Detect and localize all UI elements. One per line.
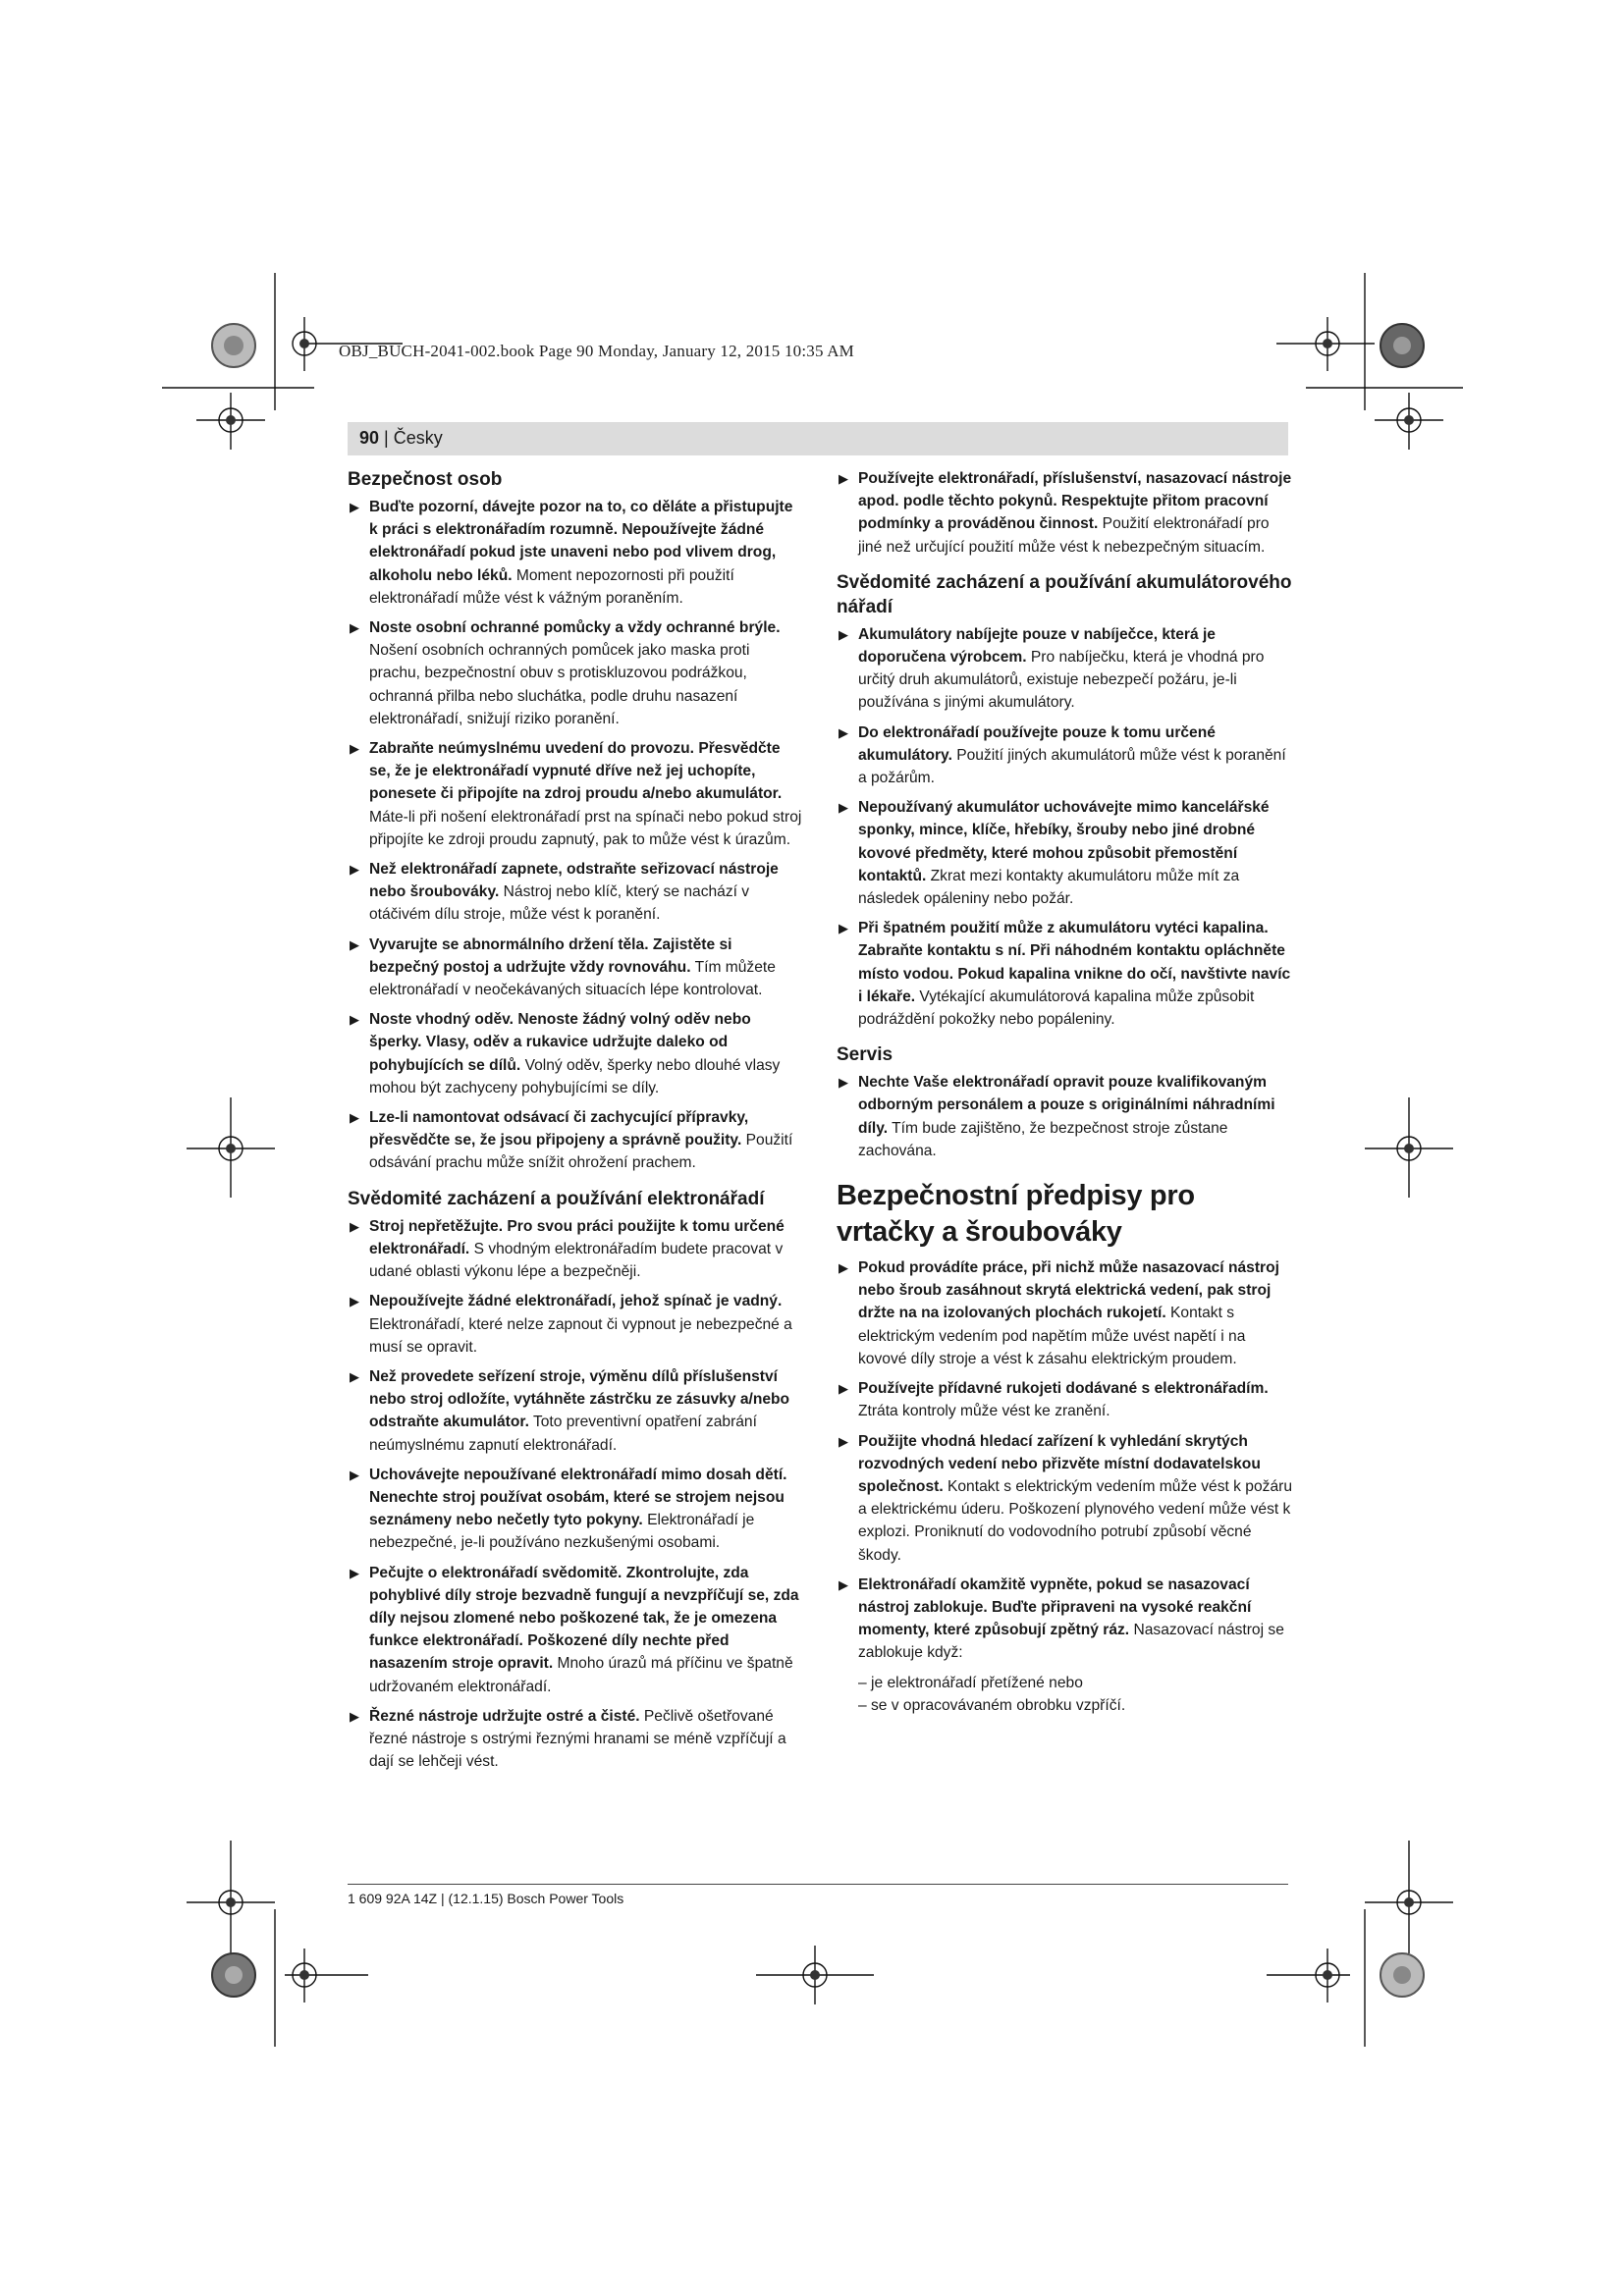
bullet-normal-text: Použití jiných akumulátorů může vést k poranění a požárům.	[858, 746, 1286, 787]
bullet-item	[837, 796, 1293, 910]
bullet-arrow-icon: ▶	[350, 1368, 359, 1384]
bullet-bold-text: Nepoužívejte žádné elektronářadí, jehož spínač je vadný.	[369, 1293, 783, 1310]
bullet-item	[837, 1256, 1293, 1370]
bullet-normal-text: Nošení osobních ochranných pomůcek jako maska proti prachu, bezpečnostní obuv s protiskluzovou podrážkou, ochranná přilba nebo sluchátka, podle druhu nasazení elektronářadí, snižují riziko poranění.	[369, 642, 750, 727]
bullet-item	[348, 616, 804, 730]
bullet-item	[837, 1574, 1293, 1665]
bullet-item	[837, 1071, 1293, 1162]
bullet-bold-text: Pokud provádíte práce, při nichž může nasazovací nástroj nebo šroub zasáhnout skrytá elektrická vedení, pak stroj držte na na izolovaných plochách rukojetí.	[858, 1259, 1279, 1322]
bullet-item	[348, 1464, 804, 1555]
bullet-arrow-icon: ▶	[839, 1075, 848, 1091]
bullet-arrow-icon: ▶	[350, 862, 359, 878]
bullet-bold-text: Než elektronářadí zapnete, odstraňte seřizovací nástroje nebo šroubováky.	[369, 861, 779, 901]
bullet-item	[348, 1008, 804, 1099]
bullet-bold-text: Při špatném použití může z akumulátoru vytéci kapalina. Zabraňte kontaktu s ní. Při náhodném kontaktu opláchněte místo vodou. Pokud kapalina vnikne do očí, navštivte navíc i lékaře.	[858, 920, 1291, 1005]
dash-item: – je elektronářadí přetížené nebo	[858, 1674, 1083, 1691]
section-heading: Servis	[837, 1044, 893, 1066]
page-number: 90	[359, 428, 380, 448]
bullet-bold-text: Řezné nástroje udržujte ostré a čisté.	[369, 1707, 640, 1725]
bullet-bold-text: Než provedete seřízení stroje, výměnu dílů příslušenství nebo stroj odložíte, vytáhněte zástrčku ze zásuvky a/nebo odstraňte akumulátor.	[369, 1367, 790, 1431]
bullet-arrow-icon: ▶	[350, 500, 359, 514]
bullet-bold-text: Zabraňte neúmyslnému uvedení do provozu. Přesvědčte se, že je elektronářadí vypnuté dříve než jej uchopíte, ponesete či připojíte na zdroj proudu a/nebo akumulátor.	[369, 740, 783, 803]
section-title: Bezpečnostní předpisy pro vrtačky a šroubováky	[837, 1180, 1195, 1249]
bullet-item	[837, 721, 1293, 790]
bullet-arrow-icon: ▶	[839, 1433, 848, 1449]
bullet-bold-text: Lze-li namontovat odsávací či zachycující přípravky, přesvědčte se, že jsou připojeny a správně použity.	[369, 1109, 749, 1149]
bullet-bold-text: Noste vhodný oděv. Nenoste žádný volný oděv nebo šperky. Vlasy, oděv a rukavice udržujte daleko od pohybujících se dílů.	[369, 1011, 751, 1074]
bullet-normal-text: Máte-li při nošení elektronářadí prst na spínači nebo pokud stroj připojíte ke zdroji proudu zapnutý, pak to může vést k úrazům.	[369, 808, 802, 848]
print-info-line: OBJ_BUCH-2041-002.book Page 90 Monday, January 12, 2015 10:35 AM	[339, 342, 854, 360]
header-text: 90 | Česky	[359, 428, 443, 448]
bullet-normal-text: Volný oděv, šperky nebo dlouhé vlasy mohou být zachyceny pohybujícími se díly.	[369, 1056, 781, 1096]
section-heading: Svědomité zacházení a používání elektronářadí	[348, 1188, 765, 1209]
bullet-arrow-icon: ▶	[350, 1012, 359, 1028]
bullet-bold-text: Použijte vhodná hledací zařízení k vyhledání skrytých rozvodných vedení nebo přizvěte místní dodavatelskou společnost.	[858, 1432, 1261, 1495]
bullet-normal-text: Vytékající akumulátorová kapalina může způsobit podráždění pokožky nebo popáleniny.	[858, 988, 1255, 1029]
bullet-arrow-icon: ▶	[839, 921, 848, 936]
bullet-bold-text: Buďte pozorní, dávejte pozor na to, co děláte a přistupujte k práci s elektronářadím rozumně. Nepoužívejte žádné elektronářadí pokud jste unaveni nebo pod vlivem drog, alkoholu nebo léků.	[369, 499, 793, 584]
bullet-bold-text: Používejte elektronářadí, příslušenství, nasazovací nástroje apod. podle těchto pokynů. Respektujte přitom pracovní podmínky a prováděnou činnost.	[858, 470, 1292, 533]
header-language: Česky	[393, 428, 443, 448]
bullet-normal-text: Toto preventivní opatření zabrání neúmyslnému zapnutí elektronářadí.	[369, 1414, 757, 1454]
bullet-bold-text: Nepoužívaný akumulátor uchovávejte mimo kancelářské sponky, mince, klíče, hřebíky, šrouby nebo jiné drobné kovové předměty, které mohou způsobit přemostění kontaktů.	[858, 799, 1270, 884]
bullet-item	[348, 1106, 804, 1175]
bullet-item	[348, 1365, 804, 1457]
section-heading: Bezpečnost osob	[348, 469, 503, 490]
bullet-bold-text: Akumulátory nabíjejte pouze v nabíječce, která je doporučena výrobcem.	[858, 625, 1216, 667]
bullet-bold-text: Používejte přídavné rukojeti dodávané s elektronářadím.	[858, 1380, 1269, 1398]
dash-item: – se v opracovávaném obrobku vzpříčí.	[858, 1696, 1126, 1714]
bullet-arrow-icon: ▶	[350, 1294, 359, 1309]
bullet-arrow-icon: ▶	[350, 1708, 359, 1724]
bullet-normal-text: Tím bude zajištěno, že bezpečnost stroje zůstane zachována.	[858, 1119, 1228, 1159]
bullet-normal-text: Nasazovací nástroj se zablokuje když:	[858, 1622, 1284, 1662]
bullet-item	[348, 1215, 804, 1284]
right-column	[837, 467, 1293, 1717]
bullet-arrow-icon: ▶	[350, 1467, 359, 1482]
bullet-normal-text: Pro nabíječku, která je vhodná pro určitý druh akumulátorů, existuje nebezpečí požáru, je-li používána s jinými akumulátory.	[858, 649, 1265, 712]
bullet-item	[348, 934, 804, 1002]
bullet-item	[837, 623, 1293, 715]
bullet-normal-text: Nástroj nebo klíč, který se nachází v otáčivém dílu stroje, může vést k poranění.	[369, 883, 750, 924]
bullet-normal-text: Elektronářadí, které nelze zapnout či vypnout je nebezpečné a musí se opravit.	[369, 1315, 792, 1356]
bullet-item	[348, 1290, 804, 1359]
section-heading: Svědomité zacházení a používání akumulátorového nářadí	[837, 571, 1292, 617]
bullet-item	[837, 1377, 1293, 1422]
bullet-normal-text: Ztráta kontroly může vést ke zranění.	[858, 1403, 1110, 1420]
bullet-arrow-icon: ▶	[839, 1260, 848, 1276]
bullet-normal-text: S vhodným elektronářadím budete pracovat v udané oblasti výkonu lépe a bezpečněji.	[369, 1240, 784, 1281]
bullet-arrow-icon: ▶	[839, 724, 848, 740]
bullet-normal-text: Kontakt s elektrickým vedením může vést k požáru a elektrickému úderu. Poškození plynového vedení může vést k explozi. Proniknutí do vodovodního potrubí způsobí věcné škody.	[858, 1477, 1292, 1564]
bullet-arrow-icon: ▶	[839, 1576, 848, 1592]
bullet-arrow-icon: ▶	[350, 1110, 359, 1126]
bullet-normal-text: Tím můžete elektronářadí v neočekávaných situacích lépe kontrolovat.	[369, 958, 776, 999]
page-header	[348, 422, 1288, 455]
bullet-item	[348, 496, 804, 610]
left-column	[348, 467, 804, 1780]
bullet-normal-text: Elektronářadí je nebezpečné, je-li používáno nezkušenými osobami.	[369, 1512, 755, 1552]
bullet-arrow-icon: ▶	[350, 936, 359, 952]
bullet-item	[837, 467, 1293, 559]
bullet-arrow-icon: ▶	[350, 1218, 359, 1234]
bullet-normal-text: Moment nepozornosti při použití elektronářadí může vést k vážným poraněním.	[369, 566, 734, 607]
bullet-bold-text: Pečujte o elektronářadí svědomitě. Zkontrolujte, zda pohyblivé díly stroje bezvadně fungují a nevzpříčují se, zda díly nejsou zlomené nebo poškozené tak, že je omezena funkce elektronářadí. Poškozené díly nechte před nasazením stroje opravit.	[369, 1564, 799, 1673]
bullet-bold-text: Nechte Vaše elektronářadí opravit pouze kvalifikovaným odborným personálem a pouze s originálními náhradními díly.	[858, 1074, 1275, 1137]
bullet-bold-text: Stroj nepřetěžujte. Pro svou práci použijte k tomu určené elektronářadí.	[369, 1217, 785, 1257]
bullet-arrow-icon: ▶	[350, 1565, 359, 1580]
footer-rule	[348, 1884, 1288, 1885]
bullet-item	[348, 737, 804, 851]
bullet-item	[837, 1430, 1293, 1567]
bullet-bold-text: Noste osobní ochranné pomůcky a vždy ochranné brýle.	[369, 619, 781, 637]
bullet-bold-text: Elektronářadí okamžitě vypněte, pokud se nasazovací nástroj zablokuje. Buďte připraveni na vysoké reakční momenty, které způsobují zpětný ráz.	[858, 1575, 1252, 1639]
bullet-arrow-icon: ▶	[839, 1381, 848, 1397]
bullet-item	[348, 1562, 804, 1698]
bullet-normal-text: Kontakt s elektrickým vedením pod napětím může uvést napětí i na kovové díly stroje a vést k zásahu elektrickým proudem.	[858, 1305, 1246, 1367]
bullet-arrow-icon: ▶	[350, 741, 359, 757]
bullet-normal-text: Mnoho úrazů má příčinu ve špatně udržovaném elektronářadí.	[369, 1655, 793, 1695]
bullet-normal-text: Pečlivě ošetřované řezné nástroje s ostrými řeznými hranami se méně vzpříčují a dají se lehčeji vést.	[369, 1707, 786, 1771]
bullet-item	[348, 858, 804, 927]
bullet-item	[837, 917, 1293, 1031]
bullet-normal-text: Použití elektronářadí pro jiné než určující použití může vést k nebezpečným situacím.	[858, 515, 1270, 556]
bullet-arrow-icon: ▶	[839, 626, 848, 642]
bullet-normal-text: Použití odsávání prachu může snížit ohrožení prachem.	[369, 1132, 793, 1172]
bullet-arrow-icon: ▶	[350, 620, 359, 636]
bullet-arrow-icon: ▶	[839, 800, 848, 816]
footer-text: 1 609 92A 14Z | (12.1.15) Bosch Power Tools	[348, 1891, 624, 1906]
bullet-bold-text: Uchovávejte nepoužívané elektronářadí mimo dosah dětí. Nenechte stroj používat osobám, které se strojem nejsou seznámeny nebo nečetly tyto pokyny.	[369, 1466, 787, 1529]
bullet-item	[348, 1705, 804, 1774]
bullet-bold-text: Do elektronářadí používejte pouze k tomu určené akumulátory.	[858, 723, 1216, 764]
bullet-normal-text: Zkrat mezi kontakty akumulátoru může mít za následek opáleniny nebo požár.	[858, 867, 1240, 908]
bullet-arrow-icon: ▶	[839, 471, 848, 486]
bullet-bold-text: Vyvarujte se abnormálního držení těla. Zajistěte si bezpečný postoj a udržujte vždy rovnováhu.	[369, 935, 732, 976]
